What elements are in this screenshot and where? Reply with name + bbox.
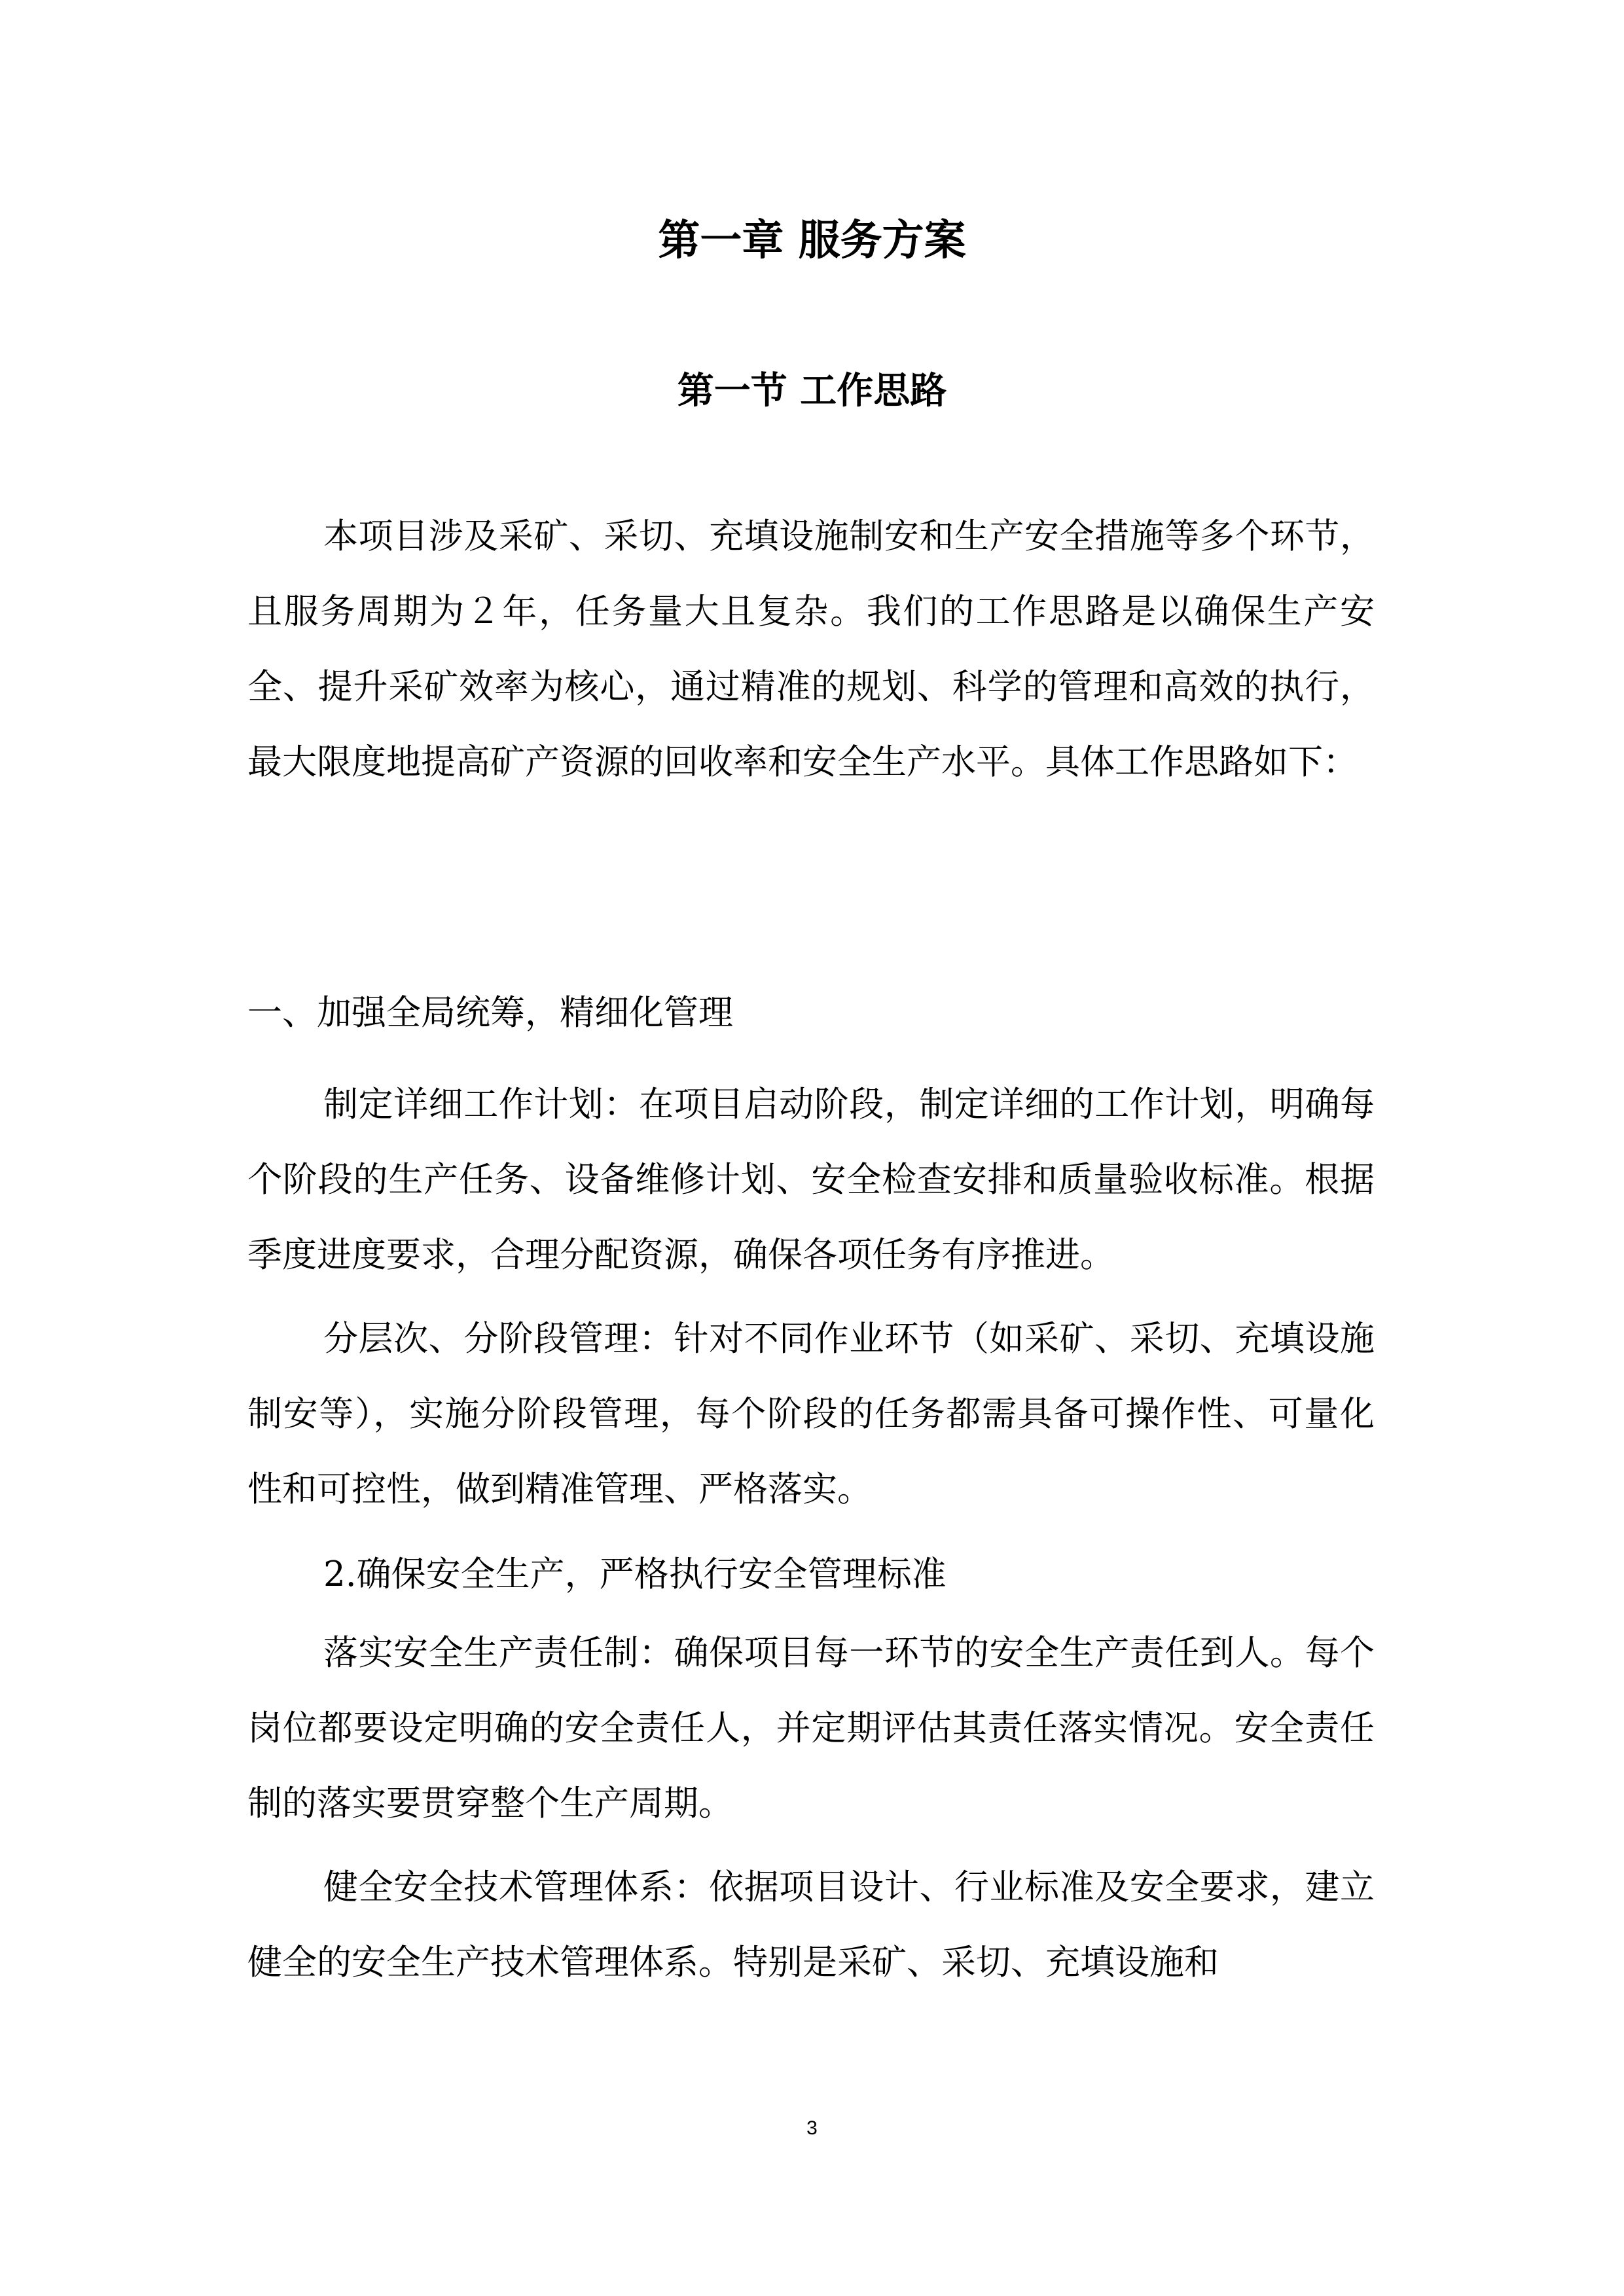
chapter-title: 第一章 服务方案 bbox=[658, 217, 966, 265]
section-title: 第一节 工作思路 bbox=[677, 370, 947, 412]
page-number: 3 bbox=[806, 2117, 818, 2139]
subheading-1: 一、加强全局统筹，精细化管理 bbox=[247, 993, 733, 1033]
plan-paragraph: 制定详细工作计划：在项目启动阶段，制定详细的工作计划，明确每个阶段的生产任务、设备维修计划、安全检查安排和质量验收标准。根据季度进度要求，合理分配资源，确保各项任务有序推进。 bbox=[247, 1085, 1375, 1275]
technical-system-paragraph: 健全安全技术管理体系：依据项目设计、行业标准及安全要求，建立健全的安全生产技术管理体系。特别是采矿、采切、充填设施和 bbox=[247, 1867, 1375, 1982]
intro-paragraph: 本项目涉及采矿、采切、充填设施制安和生产安全措施等多个环节，且服务周期为２年，任务量大且复杂。我们的工作思路是以确保生产安全、提升采矿效率为核心，通过精准的规划、科学的管理和高效的执行，最大限度地提高矿产资源的回收率和安全生产水平。具体工作思路如下： bbox=[247, 516, 1375, 782]
layered-management-paragraph: 分层次、分阶段管理：针对不同作业环节（如采矿、采切、充填设施制安等），实施分阶段管理，每个阶段的任务都需具备可操作性、可量化性和可控性，做到精准管理、严格落实。 bbox=[247, 1319, 1375, 1509]
responsibility-paragraph: 落实安全生产责任制：确保项目每一环节的安全生产责任到人。每个岗位都要设定明确的安全责任人，并定期评估其责任落实情况。安全责任制的落实要贯穿整个生产周期。 bbox=[247, 1633, 1375, 1823]
subheading-2: 2.确保安全生产，严格执行安全管理标准 bbox=[323, 1554, 947, 1594]
